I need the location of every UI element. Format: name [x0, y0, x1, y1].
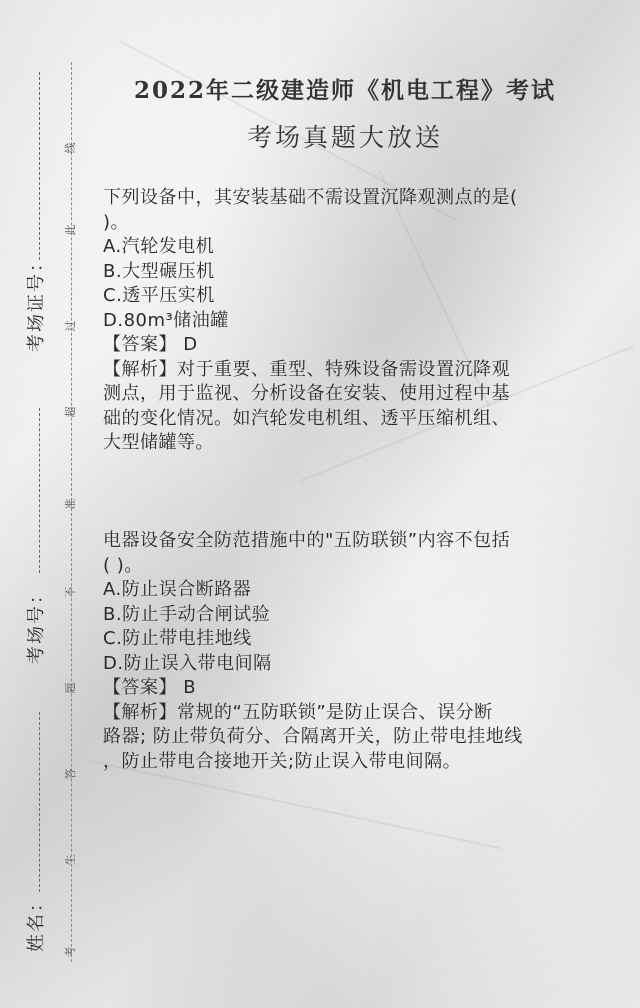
page-subtitle: 考场真题大放送 [246, 123, 443, 152]
cut-char: 答 [64, 768, 77, 780]
option-b: B.大型碾压机 [103, 260, 215, 282]
analysis-line: ，防止带电合接地开关;防止误入带电间隔。 [103, 750, 462, 772]
question-stem: 电器设备安全防范措施中的"五防联锁”内容不包括 [103, 530, 511, 551]
cut-char: 线 [64, 142, 77, 154]
question-stem: 下列设备中，其安装基础不需设置沉降观测点的是( [103, 187, 518, 208]
option-a: A.防止误合断路器 [103, 579, 252, 600]
cut-char: 此 [64, 224, 77, 236]
cut-char: 超 [64, 406, 77, 418]
question-block [103, 529, 613, 774]
cut-line [71, 62, 72, 962]
answer: 【答案】 D [103, 334, 198, 355]
analysis-line: 大型储罐等。 [103, 432, 214, 453]
cut-char: 不 [64, 586, 77, 598]
page-title: 2022年二级建造师《机电工程》考试 [133, 77, 556, 104]
cut-char: 考 [64, 946, 77, 958]
question-stem: ( )。 [103, 554, 143, 576]
cut-char: 题 [64, 682, 77, 694]
option-c: C.透平压实机 [103, 285, 215, 306]
cut-char: 过 [64, 320, 77, 332]
question-stem: )。 [103, 211, 130, 233]
option-d: D.防止误入带电间隔 [103, 652, 272, 674]
analysis-line: 础的变化情况。如汽轮发电机组、透平压缩机组、 [103, 407, 510, 429]
option-d: D.80m³储油罐 [103, 309, 229, 331]
option-b: B.防止手动合闸试验 [103, 603, 271, 625]
exam-room-label: 考场号： [26, 584, 47, 664]
exam-cert-label: 考场证号： [26, 252, 47, 352]
analysis-line: 路器; 防止带负荷分、合隔离开关，防止带电挂地线 [103, 726, 523, 747]
name-label: 姓名： [26, 892, 47, 952]
exam-room-underline [39, 408, 40, 573]
cut-char: 生 [64, 854, 77, 866]
analysis-line: 测点，用于监视、分析设备在安装、使用过程中基 [103, 383, 510, 404]
answer: 【答案】 B [103, 677, 197, 698]
option-c: C.防止带电挂地线 [103, 628, 252, 649]
option-a: A.汽轮发电机 [103, 236, 215, 257]
question-block [103, 186, 613, 456]
analysis-line: 【解析】常规的“五防联锁”是防止误合、误分断 [103, 701, 493, 723]
name-underline [39, 712, 40, 892]
cut-char: 准 [64, 498, 77, 510]
analysis-line: 【解析】对于重要、重型、特殊设备需设置沉降观 [103, 358, 510, 380]
